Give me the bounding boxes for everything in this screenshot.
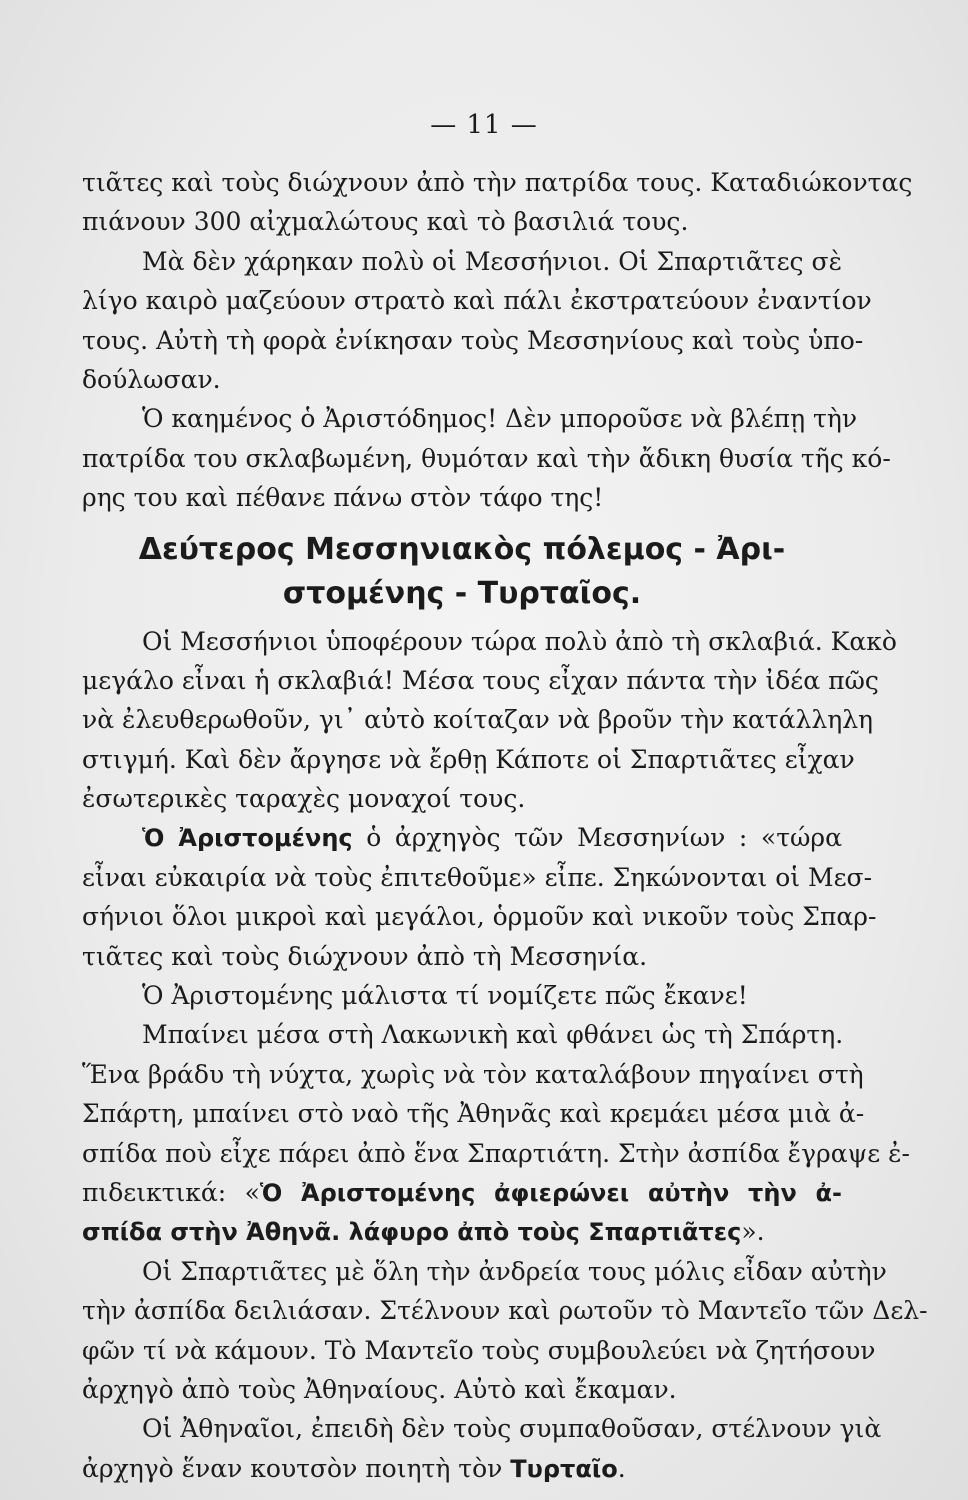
text-line: μεγάλο εἶναι ἡ σκλαβιά! Μέσα τους εἶχαν πάντα τὴν ἰδέα πῶς: [82, 665, 879, 695]
text-line: Ὁ Ἀριστομένης μάλιστα τί νομίζετε πῶς ἔκανε!: [142, 981, 748, 1011]
text-line: στιγμή. Καὶ δὲν ἄργησε νὰ ἔρθῃ Κάποτε οἱ Σπαρτιᾶτες εἶχαν: [82, 744, 855, 774]
text-line: πιάνουν 300 αἰχμαλώτους καὶ τὸ βασιλιά τους.: [82, 207, 689, 237]
text-line: φῶν τί νὰ κάμουν. Τὸ Μαντεῖο τοὺς συμβουλεύει νὰ ζητήσουν: [82, 1335, 876, 1365]
text-span: ».: [741, 1217, 765, 1247]
section-heading: στομένης - Τυρταῖος.: [282, 575, 642, 611]
text-line: τους. Αὐτὴ τὴ φορὰ ἐνίκησαν τοὺς Μεσσηνίους καὶ τοὺς ὑπο-: [82, 325, 864, 355]
text-line: Μὰ δὲν χάρηκαν πολὺ οἱ Μεσσήνιοι. Οἱ Σπαρτιᾶτες σὲ: [142, 246, 842, 276]
text-line: Οἱ Ἀθηναῖοι, ἐπειδὴ δὲν τοὺς συμπαθοῦσαν, στέλνουν γιὰ: [142, 1414, 882, 1444]
inscription-text: Ὁ Ἀριστομένης ἀφιερώνει αὐτὴν τὴν ἀ-: [259, 1178, 843, 1207]
text-line: τιᾶτες καὶ τοὺς διώχνουν ἀπὸ τὴ Μεσσηνία.: [82, 941, 648, 971]
text-line: [82, 1173, 842, 1212]
text-line: Μπαίνει μέσα στὴ Λακωνικὴ καὶ φθάνει ὡς τὴ Σπάρτη.: [142, 1020, 844, 1050]
text-line: Ὁ καημένος ὁ Ἀριστόδημος! Δὲν μποροῦσε νὰ βλέπῃ τὴν: [142, 404, 858, 434]
text-line: δούλωσαν.: [82, 364, 221, 394]
text-line: [82, 1449, 842, 1488]
text-line: σπίδα ποὺ εἶχε πάρει ἀπὸ ἕνα Σπαρτιάτη. Στὴν ἀσπίδα ἔγραψε ἐ-: [82, 1138, 910, 1168]
text-line: ἐσωτερικὲς ταραχὲς μοναχοί τους.: [82, 784, 526, 814]
text-line: Οἱ Μεσσήνιοι ὑποφέρουν τώρα πολὺ ἀπὸ τὴ σκλαβιά. Κακὸ: [142, 626, 897, 656]
text-line: τὴν ἀσπίδα δειλιάσαν. Στέλνουν καὶ ρωτοῦν τὸ Μαντεῖο τῶν Δελ-: [82, 1296, 928, 1326]
text-line: Ἕνα βράδυ τὴ νύχτα, χωρὶς νὰ τὸν καταλάβουν πηγαίνει στὴ: [82, 1059, 864, 1089]
section-heading: Δεύτερος Μεσσηνιακὸς πόλεμος - Ἀρι-: [138, 531, 786, 567]
text-line: ἀρχηγὸ ἀπὸ τοὺς Ἀθηναίους. Αὐτὸ καὶ ἔκαμαν.: [82, 1374, 677, 1404]
text-span: ἀρχηγὸ ἕναν κουτσὸν ποιητὴ τὸν: [82, 1453, 511, 1483]
text-span: ὁ ἀρχηγὸς τῶν Μεσσηνίων : «τώρα: [352, 823, 842, 853]
text-span: πιδεικτικά: «: [82, 1177, 260, 1207]
body-text: [82, 163, 928, 1488]
text-line: νὰ ἐλευθερωθοῦν, γι᾽ αὐτὸ κοίταζαν νὰ βροῦν τὴν κατάλληλη: [82, 705, 874, 735]
text-line: Οἱ Σπαρτιᾶτες μὲ ὅλη τὴν ἀνδρεία τους μόλις εἶδαν αὐτὴν: [142, 1256, 887, 1286]
text-line: σήνιοι ὅλοι μικροὶ καὶ μεγάλοι, ὁρμοῦν καὶ νικοῦν τοὺς Σπαρ-: [82, 902, 877, 932]
text-line: λίγο καιρὸ μαζεύουν στρατὸ καὶ πάλι ἐκστρατεύουν ἐναντίον: [82, 286, 872, 316]
text-line: τιᾶτες καὶ τοὺς διώχνουν ἀπὸ τὴν πατρίδα τους. Καταδιώκοντας: [82, 168, 913, 197]
tyrtaeus-name: Τυρταῖο: [510, 1454, 618, 1483]
text-line: [82, 1212, 842, 1251]
text-line: [82, 818, 842, 857]
text-line: Σπάρτη, μπαίνει στὸ ναὸ τῆς Ἀθηνᾶς καὶ κρεμάει μέσα μιὰ ἀ-: [82, 1099, 865, 1129]
aristomenis-name: Ὁ Ἀριστομένης: [142, 824, 353, 853]
inscription-text: σπίδα στὴν Ἀθηνᾶ. λάφυρο ἀπὸ τοὺς Σπαρτιᾶτες: [82, 1218, 742, 1247]
text-line: ρης του καὶ πέθανε πάνω στὸν τάφο της!: [82, 483, 604, 513]
page-number: — 11 —: [430, 110, 538, 140]
text-line: πατρίδα του σκλαβωμένη, θυμόταν καὶ τὴν ἄδικη θυσία τῆς κό-: [82, 443, 891, 473]
text-line: εἶναι εὐκαιρία νὰ τοὺς ἐπιτεθοῦμε» εἶπε. Σηκώνονται οἱ Μεσ-: [82, 862, 873, 892]
text-span: .: [617, 1453, 626, 1483]
